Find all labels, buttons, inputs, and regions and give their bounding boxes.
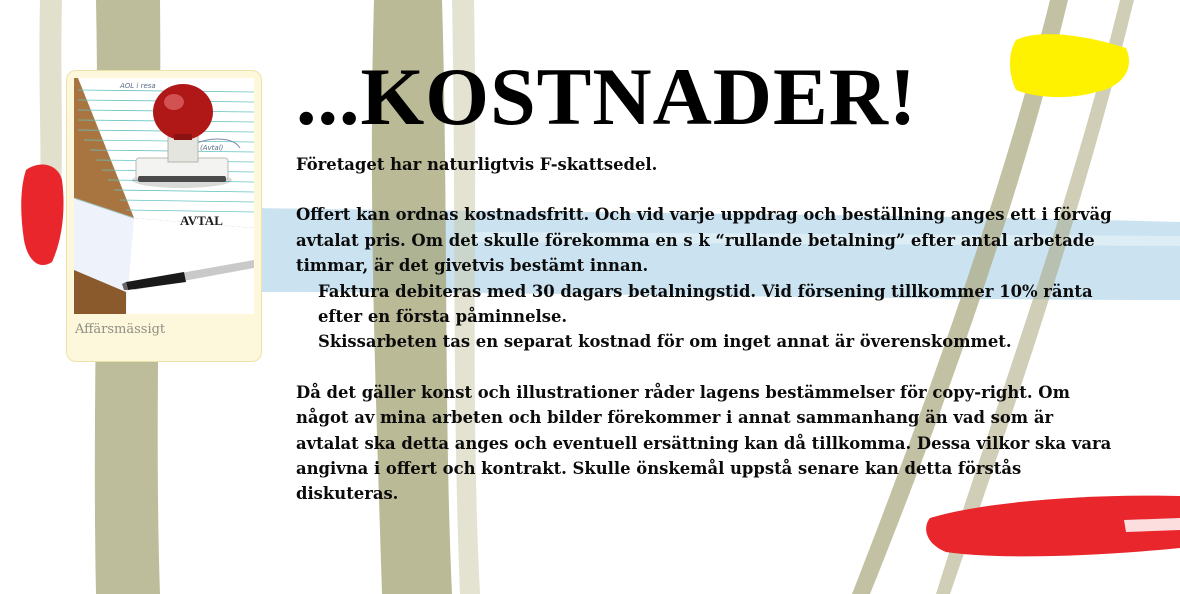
red-brush-highlight — [1124, 518, 1180, 532]
content-body — [296, 152, 1116, 507]
paragraph-skissarbeten: Skissarbeten tas en separat kostnad för om inget annat är överenskommet. — [318, 332, 1012, 352]
paragraph-copyright: Då det gäller konst och illustrationer råder lagens bestämmelser för copy-right. Om något av mina arbeten och bilder förekommer i annat sammanhang än vad som är avtalat ska detta anges och eventuell ersättning kan då tillkomma. Dessa vilkor ska vara angivna i offert och kontrakt. Skulle önskemål uppstå senare kan detta förstås diskuteras. — [296, 382, 1112, 504]
affarsmassigt-card — [66, 70, 262, 362]
paragraph-f-skattsedel: Företaget har naturligtvis F-skattsedel. — [296, 155, 658, 174]
paragraph-faktura: Faktura debiteras med 30 dagars betalningstid. Vid försening tillkommer 10% ränta efter en första påminnelse. — [318, 281, 1093, 327]
svg-text:AOL i resa: AOL i resa — [120, 82, 156, 90]
stamp-label: AVTAL — [180, 213, 223, 228]
paragraph-offert: Offert kan ordnas kostnadsfritt. Och vid varje uppdrag och beställning anges ett i förväg avtalat pris. Om det skulle förekomma en s k “rullande betalning” efter antal arbetade timmar, är det givetvis bestämt innan. — [296, 205, 1112, 276]
card-caption: Affärsmässigt — [75, 322, 166, 337]
contract-stamp-illustration — [74, 78, 254, 314]
svg-text:(Avtal): (Avtal) — [200, 144, 224, 152]
page-title: ...KOSTNADER! — [296, 51, 918, 142]
red-brush-stroke-left — [21, 165, 63, 265]
paragraph-spacer — [296, 177, 1116, 202]
paragraph-spacer — [296, 355, 1116, 380]
